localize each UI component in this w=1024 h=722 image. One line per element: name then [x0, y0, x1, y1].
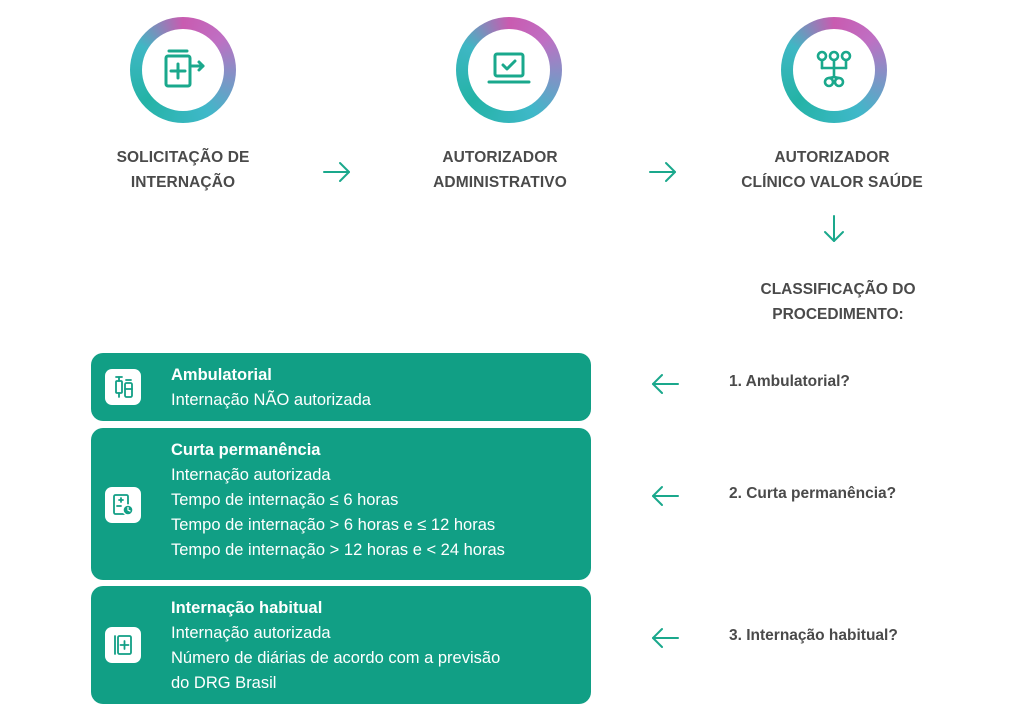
hospital-admission-icon	[130, 17, 236, 123]
question-ambulatorial: 1. Ambulatorial?	[729, 373, 850, 390]
question-curta-permanencia: 2. Curta permanência?	[729, 485, 897, 502]
arrow-right-icon	[648, 160, 678, 184]
question-internacao-habitual: 3. Internação habitual?	[729, 627, 898, 644]
card-line: Número de diárias de acordo com a previsão	[171, 649, 501, 667]
medication-icon	[105, 369, 141, 405]
step-label-line: SOLICITAÇÃO DE	[116, 149, 250, 166]
step-label-line: AUTORIZADOR	[442, 149, 558, 166]
arrow-right-icon	[322, 160, 352, 184]
card-line: Internação autorizada	[171, 466, 331, 484]
step-label-clinico	[726, 145, 938, 195]
step-label-line: AUTORIZADOR	[774, 149, 890, 166]
classification-title-line: PROCEDIMENTO:	[772, 306, 904, 323]
step-label-administrativo	[402, 145, 598, 195]
card-text	[171, 438, 581, 563]
arrow-down-icon	[821, 214, 847, 244]
classification-title	[737, 277, 939, 327]
card-line: Tempo de internação > 6 horas e ≤ 12 horas	[171, 516, 496, 534]
card-line: Internação NÃO autorizada	[171, 391, 371, 409]
step-label-line: INTERNAÇÃO	[130, 174, 236, 191]
decision-tree-icon	[781, 17, 887, 123]
card-line: Internação autorizada	[171, 624, 331, 642]
clock-document-icon	[105, 487, 141, 523]
card-internacao-habitual	[91, 586, 591, 704]
arrow-left-icon	[650, 626, 680, 650]
card-line: Tempo de internação > 12 horas e < 24 horas	[171, 541, 505, 559]
step-label-line: CLÍNICO VALOR SAÚDE	[741, 174, 923, 191]
card-text	[171, 596, 581, 696]
step-label-line: ADMINISTRATIVO	[433, 174, 567, 191]
card-line: Tempo de internação ≤ 6 horas	[171, 491, 399, 509]
arrow-left-icon	[650, 484, 680, 508]
card-ambulatorial	[91, 353, 591, 421]
classification-title-line: CLASSIFICAÇÃO DO	[760, 281, 916, 298]
medical-record-icon	[105, 627, 141, 663]
card-title: Ambulatorial	[171, 366, 272, 384]
laptop-check-icon	[456, 17, 562, 123]
arrow-left-icon	[650, 372, 680, 396]
step-label-solicitacao	[85, 145, 281, 195]
card-text	[171, 363, 581, 413]
card-line: do DRG Brasil	[171, 674, 277, 692]
card-title: Curta permanência	[171, 441, 321, 459]
card-title: Internação habitual	[171, 599, 323, 617]
card-curta-permanencia	[91, 428, 591, 580]
